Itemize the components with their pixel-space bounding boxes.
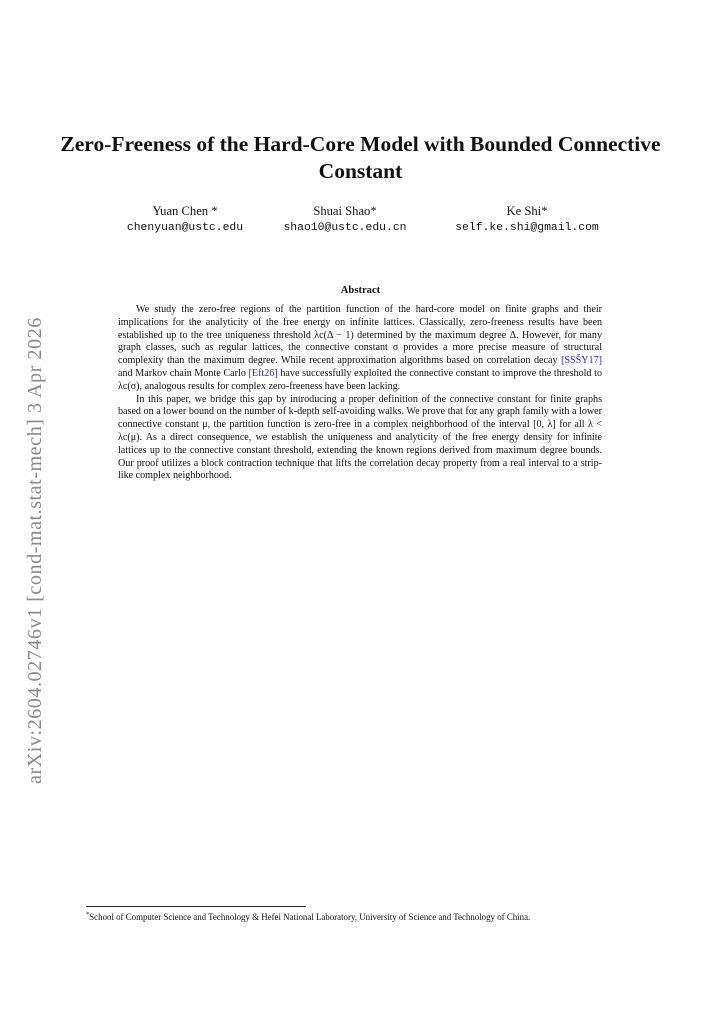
author-3 <box>442 203 612 236</box>
abstract-body <box>118 304 602 483</box>
author-1 <box>105 203 265 236</box>
author-block <box>0 203 721 243</box>
author-name: Ke Shi* <box>506 204 548 218</box>
footnote-marker: * <box>86 911 90 918</box>
citation-link[interactable]: [Eft26] <box>248 367 278 379</box>
abstract-paragraph-1 <box>118 304 602 394</box>
author-2 <box>270 203 420 236</box>
abstract-text: We study the zero-free regions of the partition function of the hard-core model on finite graphs and their implications for the analyticity of the free energy on infinite lattices. Classically, zero-freeness results have been established up to the tree uniqueness threshold λc(Δ − 1) determined by the maximum degree Δ. However, for many graph classes, such as regular lattices, the connective constant σ provides a more precise measure of structural complexity than the maximum degree. While recent approximation algorithms based on correlation decay <box>118 304 602 367</box>
paper-title: Zero-Freeness of the Hard-Core Model with Bounded Connective Constant <box>60 132 661 183</box>
citation-link[interactable]: [SSŠY17] <box>561 355 602 367</box>
author-name: Shuai Shao* <box>313 204 377 218</box>
footnote-text: School of Computer Science and Technology & Hefei National Laboratory, University of Science and Technology of China. <box>89 911 531 922</box>
arxiv-identifier: arXiv:2604.02746v1 [cond-mat.stat-mech] 3 Apr 2026 <box>24 317 46 784</box>
abstract-heading: Abstract <box>340 285 381 296</box>
abstract-text: have successfully exploited the connective constant to improve the threshold to λc(σ), analogous results for complex zero-freeness have been lacking. <box>118 367 602 392</box>
arxiv-side-stamp <box>20 236 50 784</box>
author-email[interactable]: chenyuan@ustc.edu <box>126 222 244 234</box>
abstract-paragraph-2: In this paper, we bridge this gap by introducing a proper definition of the connective constant for finite graphs based on a lower bound on the number of k-depth self-avoiding walks. We prove that for any graph family with a lower connective constant μ, the partition function is zero-free in a complex neighborhood of the interval [0, λ] for all λ < λc(μ). As a direct consequence, we establish the uniqueness and analyticity of the free energy density for infinite lattices up to the connective constant threshold, extending the known regions derived from maximum degree bounds. Our proof utilizes a block contraction technique that lifts the correlation decay property from a real interval to a strip-like complex neighborhood. <box>118 393 602 482</box>
author-name: Yuan Chen * <box>152 204 218 218</box>
footnote-divider <box>86 906 306 907</box>
author-email[interactable]: self.ke.shi@gmail.com <box>455 222 599 234</box>
author-email[interactable]: shao10@ustc.edu.cn <box>283 222 407 234</box>
footnote <box>86 909 636 923</box>
abstract-text: and Markov chain Monte Carlo <box>118 367 249 379</box>
